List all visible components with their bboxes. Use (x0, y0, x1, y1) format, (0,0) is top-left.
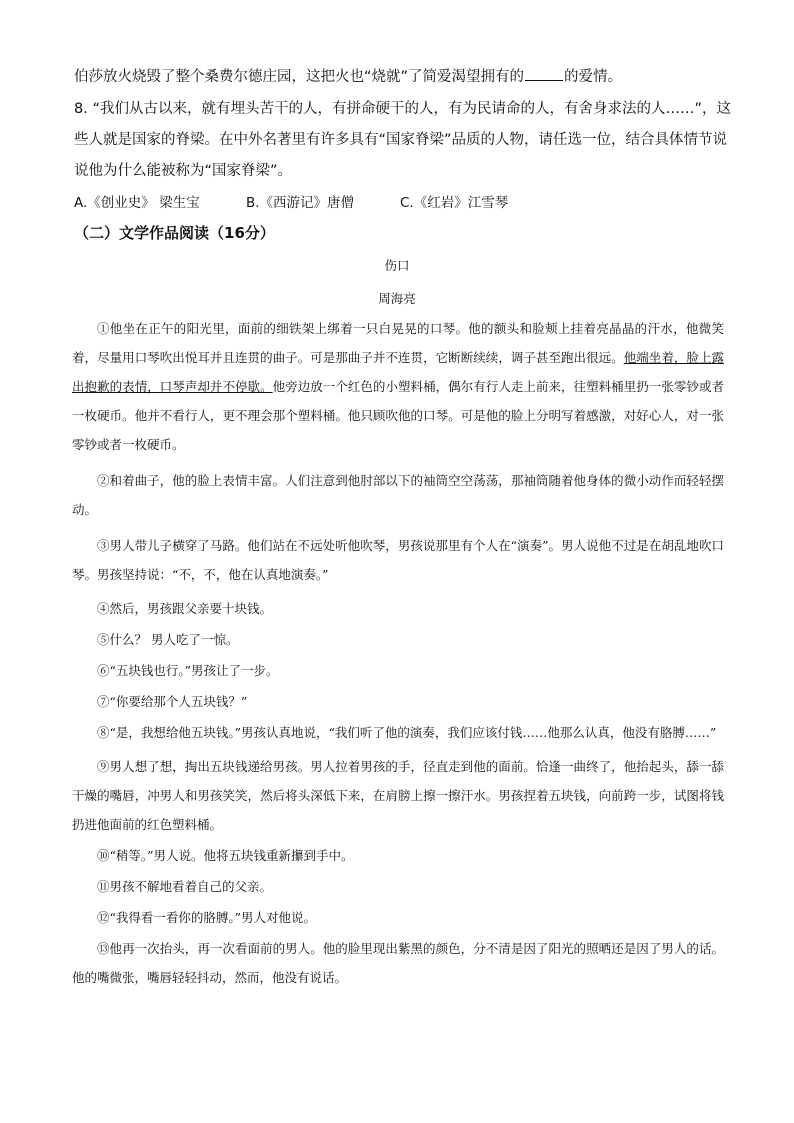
paragraph-10: ⑩“稍等。”男人说。他将五块钱重新攥到手中。 (97, 848, 354, 863)
question-8-line-1: 8. “我们从古以来，就有埋头苦干的人，有拼命硬干的人，有为民请命的人，有舍身求法的人……”，这 (74, 101, 731, 117)
story-author: 周海亮 (378, 291, 416, 306)
option-a: A.《创业史》 梁生宝 (74, 195, 200, 211)
paragraph-2: ②和着曲子，他的脸上表情丰富。人们注意到他肘部以下的袖筒空空荡荡，那袖筒随着他身体的微小动作而轻轻摆动。 (72, 473, 724, 517)
paragraph-1 (72, 314, 724, 459)
paragraph-5: ⑤什么？ 男人吃了一惊。 (97, 632, 239, 647)
q7-text-before-blank: 伯莎放火烧毁了整个桑费尔德庄园，这把火也“烧就”了简爱渴望拥有的 (74, 69, 525, 85)
paragraph-7: ⑦“你要给那个人五块钱？” (97, 694, 248, 709)
q7-text-after-blank: 的爱情。 (564, 69, 623, 85)
paragraph-9: ⑨男人想了想，掏出五块钱递给男孩。男人拉着男孩的手，径直走到他的面前。恰逢一曲终了，他抬起头，舔一舔干燥的嘴唇，冲男人和男孩笑笑，然后将头深低下来，在肩膀上擦一擦汗水。男孩捏着五块钱，向前跨一步，试图将钱扔进他面前的红色塑料桶。 (72, 759, 724, 832)
section-heading: （二）文学作品阅读（16分） (74, 224, 275, 242)
story-body (72, 314, 724, 992)
story-title: 伤口 (384, 258, 410, 273)
answer-blank (525, 66, 563, 81)
paragraph-13: ⑬他再一次抬头，再一次看面前的男人。他的脸里现出紫黑的颜色，分不清是因了阳光的照晒还是因了男人的话。他的嘴微张，嘴唇轻轻抖动，然而，他没有说话。 (72, 941, 724, 985)
paragraph-6: ⑥“五块钱也行。”男孩让了一步。 (97, 663, 279, 678)
p1-text-a: ①他坐在正午的阳光里，面前的细铁架上绑着一只白晃晃的口琴。他的额头和脸颊上挂着亮晶晶的汗水，他微笑着，尽量用口琴吹出悦耳并且连贯的曲子。可是那曲子并不连贯，它断断续续，调子甚至跑出很远。 (72, 321, 724, 365)
p1-underlined-sentence: 他端坐着，脸上露出抱歉的表情，口琴声却并不停歇。 (72, 350, 724, 394)
paragraph-3: ③男人带儿子横穿了马路。他们站在不远处听他吹琴，男孩说那里有个人在“演奏”。男人说他不过是在胡乱地吹口琴。男孩坚持说：“不，不，他在认真地演奏。” (72, 538, 724, 582)
option-c: C.《红岩》江雪琴 (400, 195, 509, 211)
question-8-options (74, 193, 724, 213)
paragraph-8: ⑧“是，我想给他五块钱。”男孩认真地说，“我们听了他的演奏，我们应该付钱……他那么认真，他没有胳膊……” (97, 725, 717, 740)
p1-text-b: 他旁边放一个红色的小塑料桶，偶尔有行人走上前来，往塑料桶里扔一张零钞或者一枚硬币。他并不看行人，更不理会那个塑料桶。他只顾吹他的口琴。可是他的脸上分明写着感激，对好心人，对一张零钞或者一枚硬币。 (72, 379, 724, 452)
paragraph-4: ④然后，男孩跟父亲要十块钱。 (97, 601, 273, 616)
option-b: B.《西游记》唐僧 (246, 195, 355, 211)
question-8-line-2: 些人就是国家的脊梁。在中外名著里有许多具有“国家脊梁”品质的人物，请任选一位，结合具体情节说 (74, 132, 728, 148)
paragraph-12: ⑫“我得看一看你的胳膊。”男人对他说。 (97, 910, 317, 925)
question-8-line-3: 说他为什么能被称为“国家脊梁”。 (74, 163, 293, 179)
paragraph-11: ⑪男孩不解地看着自己的父亲。 (97, 879, 273, 894)
question-7-tail (74, 66, 724, 87)
